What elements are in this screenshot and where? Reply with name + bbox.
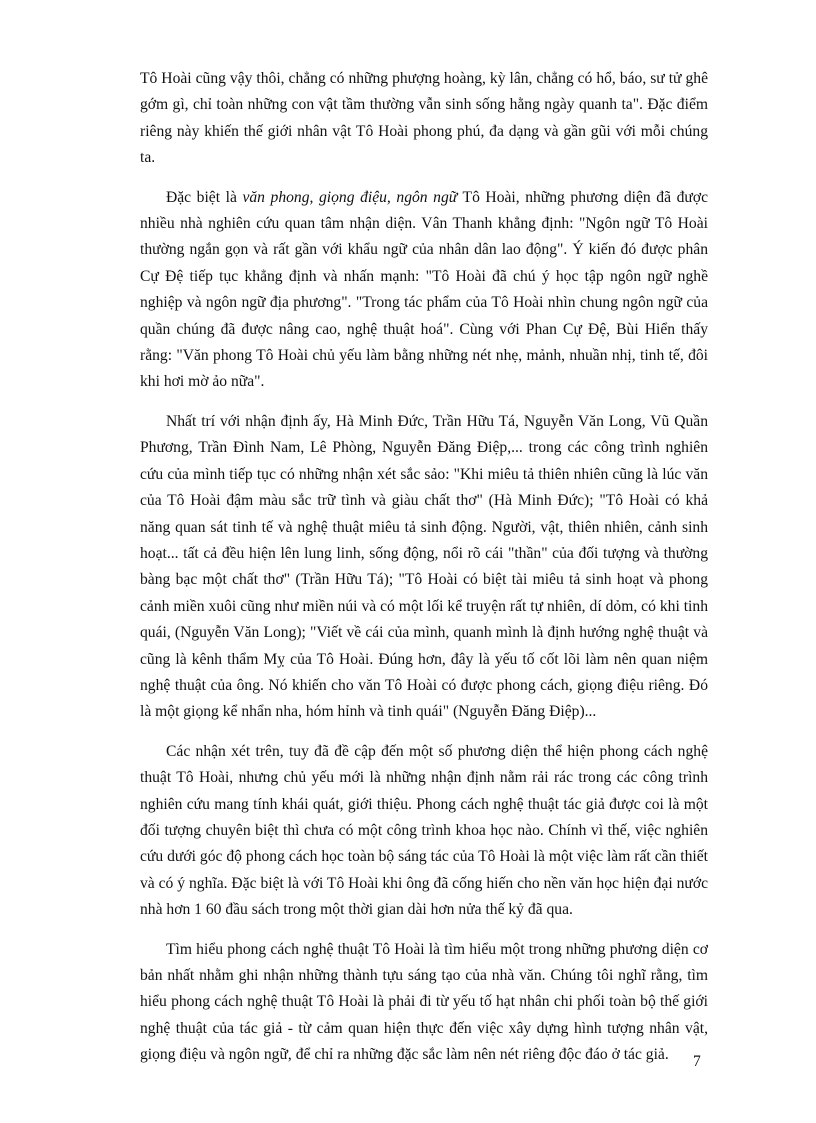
paragraph-1 [140,66,708,172]
paragraph-5 [140,937,708,1069]
document-body [140,66,708,1082]
paragraph-3-text: Nhất trí với nhận định ấy, Hà Minh Đức, Trần Hữu Tá, Nguyễn Văn Long, Vũ Quần Phương, Trần Đình Nam, Lê Phòng, Nguyễn Đăng Điệp,... trong các công trình nghiên cứu của mình tiếp tục có những nhận xét sắc sảo: "Khi miêu tả thiên nhiên cũng là lúc văn của Tô Hoài đậm màu sắc trữ tình và giàu chất thơ" (Hà Minh Đức); "Tô Hoài có khả năng quan sát tinh tế và nghệ thuật miêu tả sinh động. Người, vật, thiên nhiên, cảnh sinh hoạt... tất cả đều hiện lên lung linh, sống động, nổi rõ cái "thần" của đối tượng và thường bàng bạc một chất thơ" (Trần Hữu Tá); "Tô Hoài có biệt tài miêu tả sinh hoạt và phong cảnh miền xuôi cũng như miền núi và có một lối kể truyện rất tự nhiên, dí dỏm, có khi tinh quái, (Nguyễn Văn Long); "Viết về cái của mình, quanh mình là định hướng nghệ thuật và cũng là kênh thẩm Mỵ của Tô Hoài. Đúng hơn, đây là yếu tố cốt lõi làm nên quan niệm nghệ thuật của ông. Nó khiến cho văn Tô Hoài có được phong cách, giọng điệu riêng. Đó là một giọng kể nhẩn nha, hóm hỉnh và tinh quái" (Nguyễn Đăng Điệp)... [140,412,708,721]
paragraph-3 [140,409,708,726]
paragraph-2-text-start: Đặc biệt là [166,188,243,206]
paragraph-2-text-rest: Tô Hoài, những phương diện đã được nhiều nhà nghiên cứu quan tâm nhận diện. Vân Thanh khẳng định: "Ngôn ngữ Tô Hoài thường ngắn gọn và rất gần với khẩu ngữ của nhân dân lao động". Ý kiến đó được phân Cự Đệ tiếp tục khẳng định và nhấn mạnh: "Tô Hoài đã chú ý học tập ngôn ngữ nghề nghiệp và ngôn ngữ địa phương". "Trong tác phẩm của Tô Hoài nhìn chung ngôn ngữ của quần chúng đã được nâng cao, nghệ thuật hoá". Cùng với Phan Cự Đệ, Bùi Hiển thấy rằng: "Văn phong Tô Hoài chủ yếu làm bằng những nét nhẹ, mảnh, nhuần nhị, tinh tế, đôi khi hơi mờ ảo nữa". [140,188,708,391]
paragraph-2 [140,185,708,396]
paragraph-5-text: Tìm hiểu phong cách nghệ thuật Tô Hoài là tìm hiểu một trong những phương diện cơ bản nhất nhằm ghi nhận những thành tựu sáng tạo của nhà văn. Chúng tôi nghĩ rằng, tìm hiểu phong cách nghệ thuật Tô Hoài là phải đi từ yếu tố hạt nhân chi phối toàn bộ thế giới nghệ thuật của tác giả - từ cảm quan hiện thực đến việc xây dựng hình tượng nhân vật, giọng điệu và ngôn ngữ, để chỉ ra những đặc sắc làm nên nét riêng độc đáo ở tác giả. [140,940,708,1064]
paragraph-1-text: Tô Hoài cũng vậy thôi, chẳng có những phượng hoàng, kỳ lân, chẳng có hổ, báo, sư tử ghê gớm gì, chỉ toàn những con vật tầm thường vẫn sinh sống hằng ngày quanh ta". Đặc điểm riêng này khiến thế giới nhân vật Tô Hoài phong phú, đa dạng và gần gũi với mỗi chúng ta. [140,70,708,167]
paragraph-4-text: Các nhận xét trên, tuy đã đề cập đến một số phương diện thể hiện phong cách nghệ thuật Tô Hoài, nhưng chủ yếu mới là những nhận định nằm rải rác trong các công trình nghiên cứu mang tính khái quát, giới thiệu. Phong cách nghệ thuật tác giả được coi là một đối tượng chuyên biệt thì chưa có một công trình khoa học nào. Chính vì thế, việc nghiên cứu dưới góc độ phong cách học toàn bộ sáng tác của Tô Hoài là một việc làm rất cần thiết và có ý nghĩa. Đặc biệt là với Tô Hoài khi ông đã cống hiến cho nền văn học hiện đại nước nhà hơn 1 60 đầu sách trong một thời gian dài hơn nửa thế kỷ đã qua. [140,742,708,919]
page-number: 7 [693,1053,701,1070]
paragraph-4 [140,739,708,924]
paragraph-2-italic-phrase: văn phong, giọng điệu, ngôn ngữ [242,188,458,206]
